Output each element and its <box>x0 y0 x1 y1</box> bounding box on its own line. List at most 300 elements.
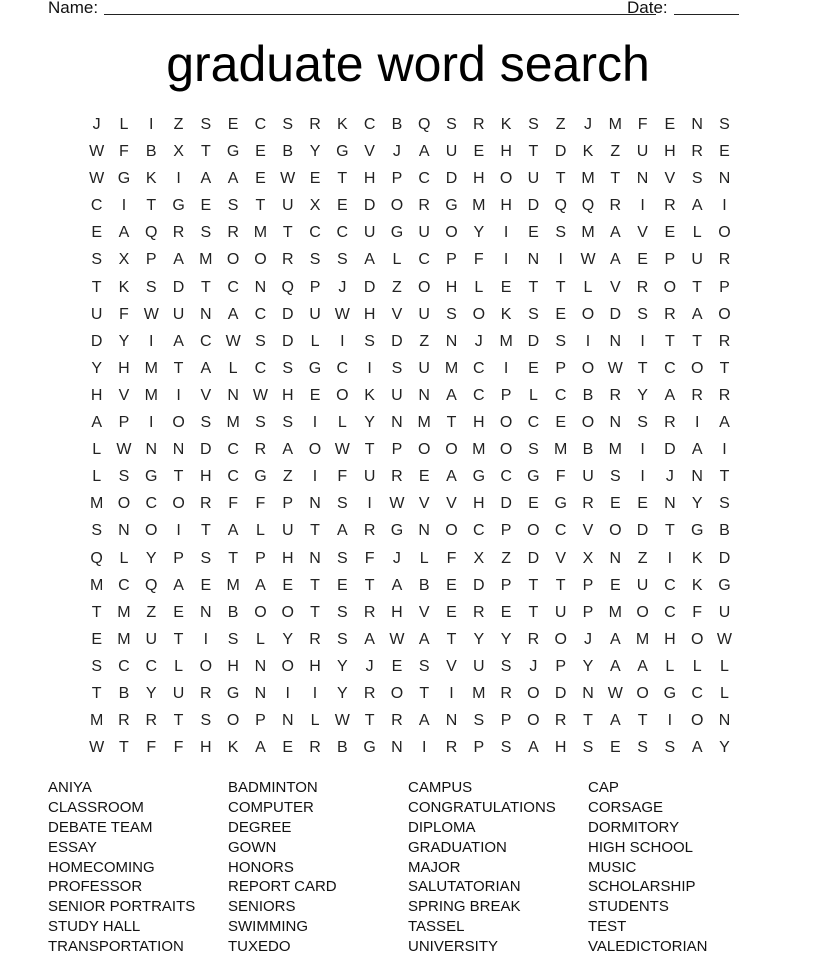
grid-letter: N <box>527 251 540 269</box>
grid-letter: R <box>609 386 622 404</box>
grid-letter: E <box>555 305 567 323</box>
grid-letter: H <box>473 414 485 432</box>
grid-letter: A <box>255 576 266 594</box>
grid-row <box>83 192 738 219</box>
grid-letter: W <box>716 630 733 648</box>
grid-row <box>83 219 738 246</box>
grid-letter: P <box>582 603 594 621</box>
grid-letter: E <box>255 170 266 188</box>
grid-letter: M <box>226 414 240 432</box>
grid-letter: B <box>582 386 594 404</box>
word-list-item: UNIVERSITY <box>408 938 499 956</box>
grid-letter: S <box>691 170 703 188</box>
word-list-item: VALEDICTORIAN <box>588 938 708 956</box>
grid-row <box>83 382 738 409</box>
grid-letter: T <box>528 576 539 594</box>
grid-letter: A <box>173 332 184 350</box>
grid-letter: L <box>255 522 265 540</box>
grid-letter: K <box>336 116 348 133</box>
grid-letter: L <box>692 657 702 675</box>
grid-letter: F <box>364 549 375 567</box>
grid-letter: H <box>118 359 130 377</box>
grid-letter: C <box>473 386 485 404</box>
date-field-line[interactable] <box>674 0 739 15</box>
grid-letter: E <box>173 603 184 621</box>
grid-letter: R <box>527 630 540 648</box>
grid-letter: B <box>582 441 594 459</box>
grid-letter: W <box>143 305 159 323</box>
grid-letter: F <box>228 495 239 513</box>
word-list-item: DEGREE <box>228 818 292 836</box>
grid-letter: S <box>200 414 212 432</box>
grid-letter: Z <box>173 116 184 133</box>
grid-letter: Z <box>419 332 430 350</box>
grid-letter: S <box>282 116 294 133</box>
grid-letter: A <box>200 359 212 377</box>
grid-letter: Z <box>501 549 511 567</box>
grid-letter: I <box>312 414 318 432</box>
grid-letter: L <box>228 359 238 377</box>
grid-letter: C <box>227 278 239 296</box>
grid-letter: N <box>445 712 458 730</box>
grid-letter: H <box>363 305 376 323</box>
grid-letter: O <box>527 684 540 702</box>
grid-letter: O <box>172 495 185 513</box>
grid-letter: I <box>340 332 345 350</box>
grid-letter: R <box>418 197 430 215</box>
grid-letter: C <box>664 576 676 594</box>
grid-letter: E <box>418 468 430 486</box>
grid-letter: R <box>309 739 321 757</box>
grid-letter: S <box>473 712 485 730</box>
grid-letter: S <box>528 116 539 133</box>
grid-row <box>83 734 738 761</box>
grid-letter: V <box>418 495 430 513</box>
grid-letter: I <box>367 359 372 377</box>
grid-letter: M <box>417 414 431 432</box>
grid-letter: L <box>92 468 102 486</box>
grid-letter: D <box>281 332 294 350</box>
grid-letter: E <box>309 386 321 404</box>
grid-letter: C <box>418 170 430 188</box>
letter-grid <box>83 111 738 761</box>
grid-letter: T <box>200 278 211 296</box>
grid-letter: E <box>528 495 539 513</box>
grid-letter: G <box>390 522 404 540</box>
grid-letter: G <box>690 522 704 540</box>
grid-letter: I <box>176 522 181 540</box>
header <box>48 0 748 19</box>
grid-letter: K <box>582 143 594 161</box>
grid-letter: M <box>608 603 622 621</box>
grid-letter: A <box>637 657 648 675</box>
grid-letter: P <box>582 576 594 594</box>
grid-letter: M <box>117 603 131 621</box>
grid-letter: R <box>691 143 703 161</box>
grid-letter: T <box>692 332 703 350</box>
grid-letter: S <box>528 441 539 459</box>
grid-letter: E <box>473 143 485 161</box>
grid-letter: E <box>637 251 648 269</box>
name-label: Name: <box>48 0 99 17</box>
grid-row <box>83 355 738 382</box>
grid-letter: S <box>364 332 375 350</box>
grid-letter: M <box>226 576 240 594</box>
grid-letter: S <box>200 712 212 730</box>
grid-letter: B <box>336 739 348 757</box>
grid-letter: I <box>722 197 727 215</box>
grid-letter: J <box>529 657 538 675</box>
grid-letter: Y <box>145 549 157 567</box>
grid-letter: V <box>446 495 457 513</box>
grid-letter: C <box>473 359 485 377</box>
grid-letter: T <box>282 224 293 242</box>
grid-letter: I <box>367 495 372 513</box>
grid-letter: U <box>418 224 430 242</box>
grid-letter: S <box>91 522 102 540</box>
grid-letter: A <box>691 441 703 459</box>
grid-letter: T <box>555 278 566 296</box>
grid-letter: S <box>118 468 130 486</box>
grid-letter: A <box>282 441 294 459</box>
grid-letter: R <box>118 712 130 730</box>
grid-letter: I <box>121 197 127 215</box>
grid-letter: P <box>664 251 676 269</box>
grid-letter: S <box>528 305 539 323</box>
grid-letter: K <box>145 170 157 188</box>
grid-letter: O <box>499 414 513 432</box>
grid-letter: Q <box>281 278 294 296</box>
grid-letter: S <box>255 414 266 432</box>
grid-letter: M <box>472 197 486 215</box>
grid-letter: C <box>254 305 267 323</box>
grid-letter: U <box>391 386 403 404</box>
grid-letter: Y <box>282 630 294 648</box>
grid-letter: I <box>640 197 645 215</box>
grid-letter: W <box>252 386 268 404</box>
grid-letter: E <box>609 495 621 513</box>
grid-letter: U <box>445 143 458 161</box>
grid-letter: T <box>337 170 348 188</box>
grid-letter: Y <box>145 684 157 702</box>
grid-letter: Y <box>500 630 512 648</box>
grid-letter: T <box>200 143 211 161</box>
grid-letter: C <box>309 224 321 242</box>
grid-letter: R <box>145 712 158 730</box>
grid-letter: O <box>172 414 185 432</box>
grid-letter: S <box>336 251 348 269</box>
grid-letter: R <box>309 116 321 133</box>
grid-letter: M <box>499 332 513 350</box>
grid-letter: O <box>690 630 704 648</box>
grid-letter: V <box>609 278 621 296</box>
grid-letter: T <box>173 359 184 377</box>
grid-letter: T <box>173 712 184 730</box>
grid-letter: A <box>528 739 539 757</box>
grid-letter: O <box>581 414 595 432</box>
grid-letter: U <box>145 630 158 648</box>
grid-letter: D <box>363 197 376 215</box>
grid-letter: L <box>337 414 347 432</box>
grid-row <box>83 653 738 680</box>
grid-letter: R <box>363 522 376 540</box>
grid-letter: G <box>718 576 731 594</box>
grid-letter: V <box>446 657 457 675</box>
grid-letter: M <box>635 630 650 648</box>
grid-letter: S <box>255 332 266 350</box>
grid-letter: R <box>473 116 485 133</box>
grid-letter: U <box>527 170 540 188</box>
grid-letter: W <box>334 305 350 323</box>
grid-letter: N <box>309 495 321 513</box>
grid-letter: B <box>145 143 157 161</box>
grid-letter: W <box>607 359 623 377</box>
grid-letter: W <box>607 684 623 702</box>
grid-letter: C <box>200 332 212 350</box>
grid-letter: E <box>528 224 539 242</box>
grid-letter: I <box>176 170 181 188</box>
grid-letter: N <box>281 712 294 730</box>
grid-letter: W <box>225 332 241 350</box>
grid-letter: M <box>554 441 568 459</box>
grid-letter: S <box>282 359 294 377</box>
grid-letter: H <box>281 386 294 404</box>
grid-letter: A <box>227 305 239 323</box>
grid-letter: H <box>363 170 376 188</box>
grid-row <box>83 165 738 192</box>
grid-letter: G <box>226 143 240 161</box>
grid-letter: A <box>227 170 239 188</box>
word-list <box>48 778 808 957</box>
grid-letter: X <box>309 197 321 215</box>
grid-letter: T <box>610 170 621 188</box>
grid-letter: U <box>636 576 649 594</box>
word-list-item: SALUTATORIAN <box>408 878 521 896</box>
word-list-item: STUDY HALL <box>48 918 141 936</box>
grid-letter: E <box>282 739 294 757</box>
grid-letter: G <box>554 495 567 513</box>
grid-letter: G <box>336 143 349 161</box>
grid-letter: M <box>608 441 622 459</box>
grid-letter: H <box>200 739 212 757</box>
grid-letter: U <box>418 305 430 323</box>
grid-letter: L <box>692 224 702 242</box>
grid-letter: V <box>118 386 130 404</box>
grid-letter: P <box>173 549 184 567</box>
grid-letter: C <box>473 522 485 540</box>
grid-letter: C <box>227 468 239 486</box>
grid-letter: A <box>391 576 403 594</box>
grid-letter: Z <box>146 603 157 621</box>
grid-letter: R <box>554 712 567 730</box>
grid-letter: M <box>581 224 595 242</box>
grid-letter: F <box>173 739 184 757</box>
grid-letter: P <box>391 170 403 188</box>
grid-letter: D <box>500 495 512 513</box>
grid-letter: C <box>500 468 512 486</box>
grid-letter: N <box>609 549 622 567</box>
grid-letter: Q <box>581 197 595 215</box>
grid-letter: A <box>91 414 102 432</box>
grid-letter: A <box>609 712 621 730</box>
grid-letter: Q <box>417 116 431 133</box>
grid-letter: T <box>310 603 320 621</box>
grid-letter: R <box>664 414 676 432</box>
grid-row <box>83 707 738 734</box>
word-list-item: SWIMMING <box>228 918 308 936</box>
grid-letter: C <box>336 224 349 242</box>
grid-letter: U <box>363 224 376 242</box>
grid-letter: C <box>691 684 703 702</box>
grid-letter: S <box>637 739 648 757</box>
grid-letter: C <box>90 197 103 215</box>
word-list-item: STUDENTS <box>588 898 669 916</box>
grid-letter: B <box>282 143 294 161</box>
grid-letter: D <box>200 441 212 459</box>
grid-letter: L <box>310 332 320 350</box>
grid-letter: Y <box>582 657 594 675</box>
grid-letter: I <box>149 116 154 133</box>
grid-letter: A <box>446 386 457 404</box>
grid-letter: O <box>226 712 240 730</box>
grid-letter: W <box>280 170 296 188</box>
grid-letter: E <box>282 576 294 594</box>
grid-letter: N <box>254 657 267 675</box>
grid-letter: E <box>336 576 348 594</box>
grid-letter: I <box>722 441 727 459</box>
grid-letter: M <box>472 684 486 702</box>
grid-letter: P <box>555 657 567 675</box>
grid-letter: H <box>445 278 458 296</box>
grid-letter: S <box>282 414 294 432</box>
grid-letter: T <box>364 576 375 594</box>
grid-letter: D <box>718 549 731 567</box>
grid-letter: G <box>663 684 677 702</box>
grid-letter: L <box>119 549 129 567</box>
grid-letter: I <box>503 224 509 242</box>
grid-letter: I <box>503 251 509 269</box>
grid-letter: O <box>527 522 540 540</box>
name-field-line[interactable] <box>104 0 656 15</box>
grid-letter: P <box>255 549 266 567</box>
grid-letter: C <box>254 359 267 377</box>
word-list-item: TEST <box>588 918 627 936</box>
grid-letter: M <box>581 170 595 188</box>
grid-letter: C <box>664 603 676 621</box>
grid-letter: V <box>637 224 648 242</box>
grid-letter: A <box>609 224 621 242</box>
grid-letter: G <box>445 197 458 215</box>
grid-letter: M <box>199 251 213 269</box>
grid-letter: S <box>200 549 212 567</box>
grid-row <box>83 463 738 490</box>
grid-letter: S <box>145 278 157 296</box>
grid-letter: T <box>173 468 184 486</box>
grid-letter: O <box>499 170 513 188</box>
grid-row <box>83 626 738 653</box>
grid-letter: V <box>664 170 676 188</box>
grid-letter: P <box>446 251 457 269</box>
grid-letter: T <box>528 278 539 296</box>
grid-letter: Y <box>336 657 348 675</box>
grid-letter: O <box>445 441 458 459</box>
grid-letter: O <box>581 359 595 377</box>
grid-letter: A <box>418 712 430 730</box>
grid-letter: U <box>281 522 294 540</box>
grid-letter: S <box>91 657 102 675</box>
grid-letter: I <box>503 359 509 377</box>
grid-letter: F <box>119 143 129 161</box>
grid-letter: T <box>119 739 129 757</box>
word-list-item: HOMECOMING <box>48 858 155 876</box>
grid-letter: I <box>421 739 427 757</box>
word-list-item: SENIORS <box>228 898 296 916</box>
grid-letter: O <box>718 305 731 323</box>
grid-letter: N <box>718 170 731 188</box>
word-list-item: TUXEDO <box>228 938 291 956</box>
grid-letter: V <box>200 386 212 404</box>
grid-letter: A <box>227 522 239 540</box>
grid-letter: X <box>173 143 184 161</box>
grid-letter: R <box>718 332 731 350</box>
grid-letter: N <box>391 414 403 432</box>
grid-letter: E <box>309 170 321 188</box>
grid-letter: Y <box>473 224 485 242</box>
grid-letter: H <box>309 657 321 675</box>
grid-letter: Y <box>91 359 102 377</box>
grid-letter: R <box>582 495 594 513</box>
grid-letter: Y <box>364 414 375 432</box>
grid-letter: O <box>145 522 158 540</box>
grid-letter: U <box>718 603 731 621</box>
grid-letter: L <box>474 278 484 296</box>
grid-letter: G <box>390 224 404 242</box>
grid-letter: I <box>285 684 290 702</box>
grid-letter: A <box>446 468 457 486</box>
grid-row <box>83 409 738 436</box>
grid-letter: T <box>664 522 675 540</box>
grid-letter: R <box>445 739 458 757</box>
grid-letter: O <box>609 522 622 540</box>
grid-letter: U <box>636 143 649 161</box>
grid-letter: O <box>445 522 458 540</box>
grid-letter: T <box>446 414 457 432</box>
grid-letter: E <box>391 657 403 675</box>
grid-letter: E <box>91 224 102 242</box>
grid-letter: Q <box>145 576 158 594</box>
word-list-item: CAMPUS <box>408 779 473 796</box>
grid-letter: D <box>527 549 540 567</box>
grid-letter: L <box>92 441 102 459</box>
grid-letter: R <box>391 712 403 730</box>
grid-letter: S <box>418 657 430 675</box>
grid-letter: U <box>554 603 567 621</box>
grid-letter: G <box>363 739 376 757</box>
grid-letter: I <box>640 332 645 350</box>
grid-letter: G <box>117 170 131 188</box>
grid-letter: C <box>363 116 376 133</box>
grid-letter: V <box>391 305 403 323</box>
grid-letter: Z <box>610 143 621 161</box>
grid-row <box>83 572 738 599</box>
grid-letter: W <box>89 739 105 757</box>
grid-letter: O <box>281 657 294 675</box>
grid-letter: F <box>637 116 648 133</box>
word-list-item: PROFESSOR <box>48 878 143 896</box>
grid-letter: D <box>473 576 485 594</box>
grid-letter: B <box>719 522 730 540</box>
grid-letter: P <box>282 495 294 513</box>
